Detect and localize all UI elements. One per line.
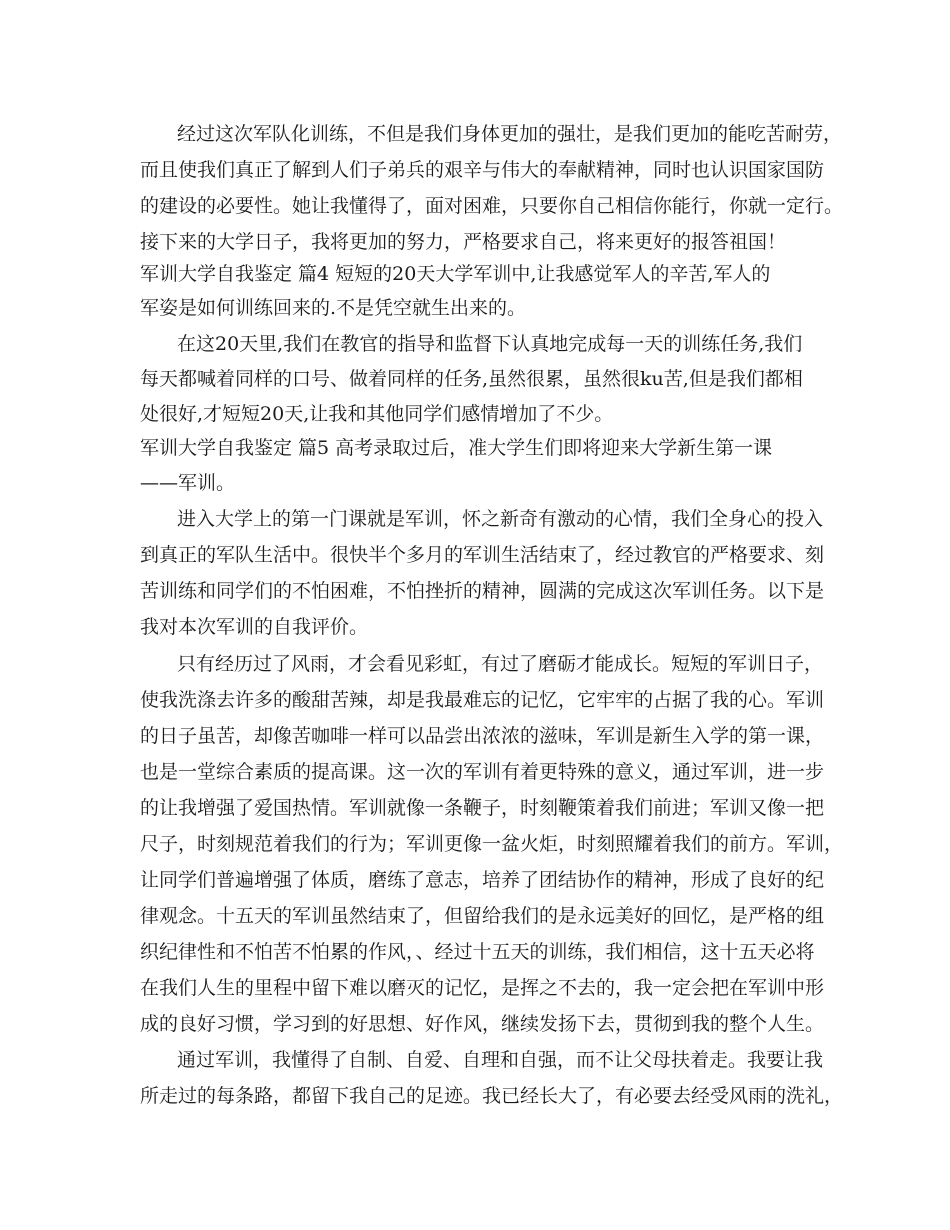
text-line: 织纪律性和不怕苦不怕累的作风，、经过十五天的训练，我们相信，这十五天必将: [140, 941, 815, 963]
text-line: 律观念。十五天的军训虽然结束了，但留给我们的是永远美好的回忆，是严格的组: [140, 905, 825, 927]
text-line: 我对本次军训的自我评价。: [140, 616, 369, 638]
text-line: 而且使我们真正了解到人们子弟兵的艰辛与伟大的奉献精神，同时也认识国家国防: [140, 159, 825, 181]
text-line: 经过这次军队化训练，不但是我们身体更加的强壮，是我们更加的能吃苦耐劳，: [177, 123, 843, 145]
section-heading-line: 军训大学自我鉴定 篇5 高考录取过后，准大学生们即将迎来大学新生第一课: [140, 437, 773, 459]
text-line: 进入大学上的第一门课就是军训，怀之新奇有激动的心情，我们全身心的投入: [177, 508, 824, 530]
text-line: 的让我增强了爱国热情。军训就像一条鞭子，时刻鞭策着我们前进；军训又像一把: [140, 797, 825, 819]
text-line: 只有经历过了风雨，才会看见彩虹，有过了磨砺才能成长。短短的军训日子，: [177, 653, 824, 675]
text-line: 让同学们普遍增强了体质，磨练了意志，培养了团结协作的精神，形成了良好的纪: [140, 869, 825, 891]
text-line: 苦训练和同学们的不怕困难，不怕挫折的精神，圆满的完成这次军训任务。以下是: [140, 580, 825, 602]
text-line: 成的良好习惯，学习到的好思想、好作风，继续发扬下去，贯彻到我的整个人生。: [140, 1013, 825, 1035]
text-line: 使我洗涤去许多的酸甜苦辣，却是我最难忘的记忆，它牢牢的占据了我的心。军训: [140, 689, 825, 711]
text-line: 处很好,才短短20天,让我和其他同学们感情增加了不少。: [140, 403, 614, 425]
text-line: ——军训。: [140, 472, 236, 494]
text-line: 尺子，时刻规范着我们的行为；军训更像一盆火炬，时刻照耀着我们的前方。军训，: [140, 833, 844, 855]
text-line: 的日子虽苦，却像苦咖啡一样可以品尝出浓浓的滋味，军训是新生入学的第一课，: [140, 725, 825, 747]
text-line: 接下来的大学日子，我将更加的努力，严格要求自己，将来更好的报答祖国！: [140, 231, 787, 253]
text-line: 通过军训，我懂得了自制、自爱、自理和自强，而不让父母扶着走。我要让我: [177, 1049, 824, 1071]
section-heading-line: 军训大学自我鉴定 篇4 短短的20天大学军训中,让我感觉军人的辛苦,军人的: [140, 263, 771, 285]
text-line: 到真正的军队生活中。很快半个多月的军训生活结束了，经过教官的严格要求、刻: [140, 544, 825, 566]
text-line: 的建设的必要性。她让我懂得了，面对困难，只要你自己相信你能行，你就一定行。: [140, 195, 844, 217]
text-line: 军姿是如何训练回来的.不是凭空就生出来的。: [140, 297, 527, 319]
text-line: 在我们人生的里程中留下难以磨灭的记忆，是挥之不去的，我一定会把在军训中形: [140, 977, 825, 999]
text-line: 在这20天里,我们在教官的指导和监督下认真地完成每一天的训练任务,我们: [177, 333, 803, 355]
text-line: 也是一堂综合素质的提高课。这一次的军训有着更特殊的意义，通过军训，进一步: [140, 761, 825, 783]
text-line: 每天都喊着同样的口号、做着同样的任务,虽然很累，虽然很ku苦,但是我们都相: [140, 368, 803, 390]
text-line: 所走过的每条路，都留下我自己的足迹。我已经长大了，有必要去经受风雨的洗礼，: [140, 1085, 844, 1107]
